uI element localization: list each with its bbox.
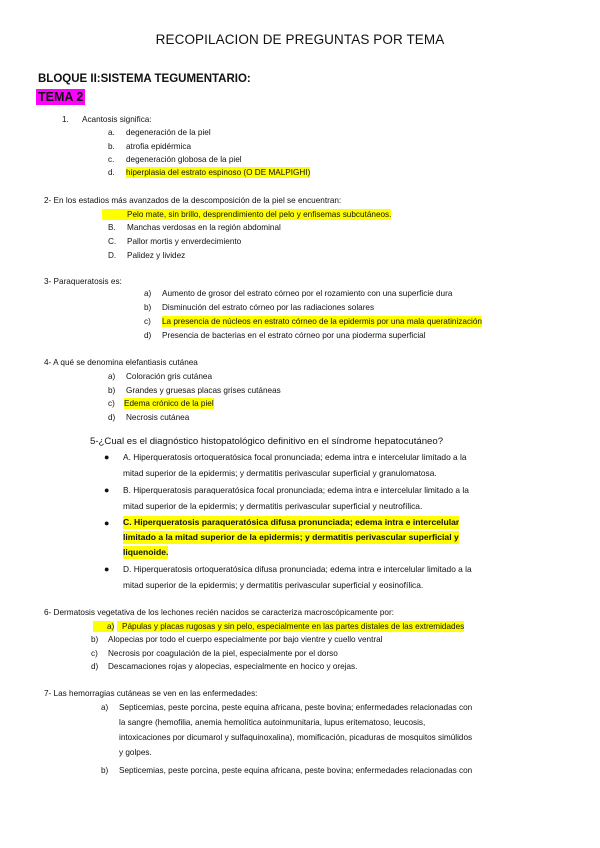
q1-option-d-label: d. [108,168,115,177]
q2-option-d: Palidez y lividez [127,251,186,260]
q4-option-c-label: c) [108,399,115,408]
q7-option-a-line3: intoxicaciones por dicumarol y sulfaquinoxalina), momificación, picaduras de mosquitos simúlidos [119,733,473,742]
q3-option-b-label: b) [144,303,152,312]
bullet-icon: ● [104,564,110,574]
q3-option-b: Disminución del estrato córneo por las radiaciones solares [162,303,375,312]
q2-option-a-answer: Pelo mate, sin brillo, desprendimiento del pelo y enfisemas subcutáneos. [102,209,391,220]
q5-option-a-line1: A. Hiperqueratosis ortoqueratósica focal pronunciada; edema intra e intercelular limitado a la [123,452,467,462]
q5-option-b-line1: B. Hiperqueratosis paraqueratósica focal pronunciada; edema intra e intercelular limitado a la [123,485,469,495]
q5-option-c-line1-answer: C. Hiperqueratosis paraqueratósica difusa pronunciada; edema intra e intercelular [123,517,460,527]
q5-option-c-line3-answer: liquenoide. [123,547,169,557]
q3-option-a-label: a) [144,289,152,298]
q7-option-a-line2: la sangre (hemofilia, anemia hemolítica autoinmunitaria, lupus eritematoso, leucosis, [119,718,426,727]
q2-option-d-label: D. [108,251,117,260]
q4-option-b-label: b) [108,386,116,395]
q6-option-d: Descamaciones rojas y alopecias, especialmente en hocico y orejas. [108,662,358,671]
q1-text: Acantosis significa: [82,115,152,124]
q6-option-b-label: b) [91,635,99,644]
q2-text: 2- En los estadios más avanzados de la descomposición de la piel se encuentran: [44,196,342,205]
bullet-icon: ● [104,452,110,462]
q4-option-a: Coloración gris cutánea [126,372,213,381]
q6-option-a-answer: Pápulas y placas rugosas y sin pelo, especialmente en las partes distales de las extremidades [117,621,464,632]
page-title: RECOPILACION DE PREGUNTAS POR TEMA [155,32,445,47]
q4-option-c-answer: Edema crónico de la piel [124,399,214,408]
q7-option-a-line1: Septicemias, peste porcina, peste equina africana, peste bovina; enfermedades relacionadas con [119,703,473,712]
q1-option-b: atrofia epidérmica [126,142,192,151]
q5-option-d-line2: mitad superior de la epidermis; y dermatitis perivascular superficial y eosinofílica. [123,580,424,590]
q3-option-d: Presencia de bacterias en el estrato córneo por una pioderma superficial [162,331,426,340]
q5-option-b-line2: mitad superior de la epidermis; y dermatitis perivascular superficial y neutrofílica. [123,501,423,511]
q3-text: 3- Paraqueratosis es: [44,277,122,286]
q1-option-a-label: a. [108,128,115,137]
q6-option-b: Alopecias por todo el cuerpo especialmente por bajo vientre y cuello ventral [108,635,383,644]
q3-option-d-label: d) [144,331,152,340]
q7-text: 7- Las hemorragias cutáneas se ven en las enfermedades: [44,689,258,698]
q4-option-b: Grandes y gruesas placas grises cutáneas [126,386,281,395]
q2-option-c: Pallor mortis y enverdecimiento [127,237,242,246]
q4-text: 4- A qué se denomina elefantiasis cutánea [44,358,198,367]
q4-option-d: Necrosis cutánea [126,413,190,422]
q3-option-c-label: c) [144,317,151,326]
q2-option-c-label: C. [108,237,117,246]
q3-option-c-answer: La presencia de núcleos en estrato córneo de la epidermis por una mala queratinización [162,317,482,326]
q1-option-c-label: c. [108,155,115,164]
q3-option-a: Aumento de grosor del estrato córneo por el rozamiento con una superficie dura [162,289,453,298]
q6-option-d-label: d) [91,662,99,671]
q7-option-a-line4: y golpes. [119,748,152,757]
q7-option-b-line1: Septicemias, peste porcina, peste equina africana, peste bovina; enfermedades relacionadas con [119,766,473,775]
bullet-icon: ● [104,518,110,528]
q2-option-b-label: B. [108,223,116,232]
q6-option-a-label: a) [93,621,114,632]
q4-option-a-label: a) [108,372,116,381]
bloque-heading: BLOQUE II:SISTEMA TEGUMENTARIO: [38,73,251,85]
q6-option-c-label: c) [91,649,98,658]
q6-text: 6- Dermatosis vegetativa de los lechones recién nacidos se caracteriza macroscópicamente por: [44,608,394,617]
q5-text: 5-¿Cual es el diagnóstico histopatológico definitivo en el síndrome hepatocutáneo? [90,436,444,447]
q4-option-d-label: d) [108,413,116,422]
q5-option-d-line1: D. Hiperqueratosis ortoqueratósica difusa pronunciada; edema intra e intercelular limitado a la [123,564,472,574]
q1-option-c: degeneración globosa de la piel [126,155,242,164]
tema-heading: TEMA 2 [38,90,84,104]
q2-option-b: Manchas verdosas en la región abdominal [127,223,281,232]
q1-number: 1. [62,115,69,124]
q1-option-b-label: b. [108,142,115,151]
q1-option-a: degeneración de la piel [126,128,211,137]
q1-option-d-answer: hiperplasia del estrato espinoso (O DE MALPIGHI) [126,168,311,177]
q5-option-a-line2: mitad superior de la epidermis; y dermatitis perivascular superficial y granulomatosa. [123,468,437,478]
q7-option-a-label: a) [101,703,109,712]
q7-option-b-label: b) [101,766,109,775]
q5-option-c-line2-answer: limitado a la mitad superior de la epidermis; y dermatitis perivascular superficial y [123,532,459,542]
bullet-icon: ● [104,485,110,495]
q6-option-c: Necrosis por coagulación de la piel, especialmente por el dorso [108,649,338,658]
